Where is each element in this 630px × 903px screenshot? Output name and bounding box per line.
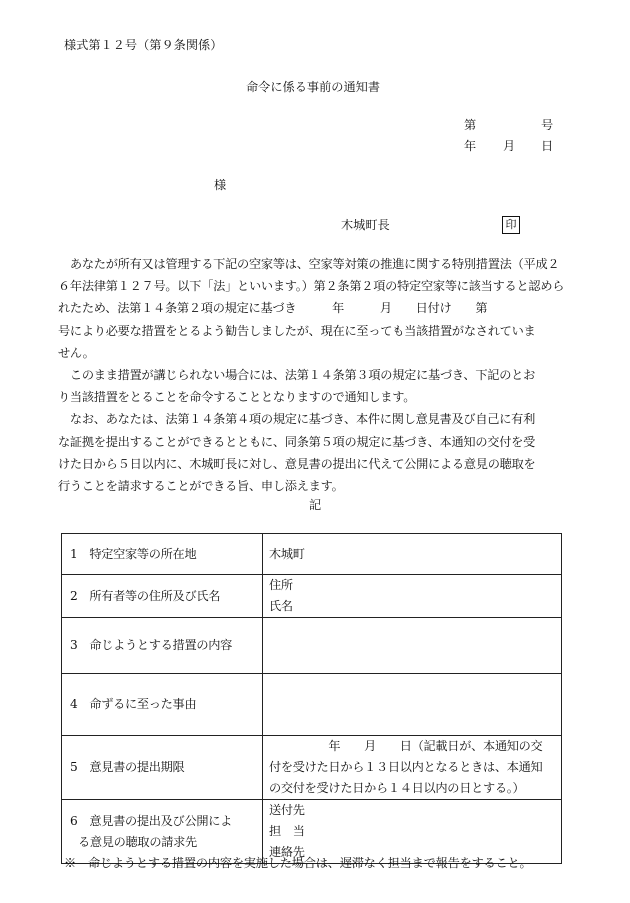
table-row [62, 618, 562, 674]
table-row [62, 800, 562, 864]
body-line: 行うことを請求することができる旨、申し添えます。 [58, 478, 344, 493]
date-year: 年 [464, 139, 477, 153]
body-line: な証拠を提出することができるとともに、同条第５項の規定に基づき、本通知の交付を受 [58, 434, 536, 449]
row-value: 年 月 日（記載日が、本通知の交 付を受けた日から１３日以内となるときは、本通知 の交付を受けた日から１４日以内の日とする。） [263, 736, 562, 800]
body-line: ６年法律第１２７号。以下「法」といいます。）第２条第２項の特定空家等に該当すると認めら [58, 279, 565, 294]
row-label: 5 意見書の提出期限 [62, 736, 263, 800]
row-label: 4 命ずるに至った事由 [62, 674, 263, 736]
page-title: 命令に係る事前の通知書 [246, 80, 381, 94]
body-line: あなたが所有又は管理する下記の空家等は、空家等対策の推進に関する特別措置法（平成２ [58, 257, 560, 271]
addressee-suffix: 様 [214, 178, 227, 192]
body-line: けた日から５日以内に、木城町長に対し、意見書の提出に代えて公開による意見の聴取を [58, 456, 536, 471]
ki-heading: 記 [309, 498, 322, 512]
body-line: なお、あなたは、法第１４条第４項の規定に基づき、本件に関し意見書及び自己に有利 [58, 412, 536, 427]
body-line: り当該措置をとることを命令することとなりますので通知します。 [58, 390, 416, 405]
row-value: 木城町 [263, 534, 562, 575]
row-label: 6 意見書の提出及び公開によ る意見の聴取の請求先 [62, 800, 263, 864]
form-label: 様式第１２号（第９条関係） [64, 38, 223, 52]
date-month: 月 [503, 139, 516, 153]
row-value [263, 618, 562, 674]
date-day: 日 [541, 139, 554, 153]
table-row [62, 534, 562, 575]
issuer-name: 木城町長 [341, 218, 390, 232]
row-label: 1 特定空家等の所在地 [62, 534, 263, 575]
row-value: 送付先 担 当 連絡先 [263, 800, 562, 864]
body-line: れたため、法第１４条第２項の規定に基づき 年 月 日付け 第 [58, 301, 488, 316]
row-value [263, 674, 562, 736]
table-row [62, 575, 562, 618]
row-value: 住所 氏名 [263, 575, 562, 618]
body-line: せん。 [58, 345, 95, 360]
footnote: ※ 命じようとする措置の内容を実施した場合は、遅滞なく担当まで報告をすること。 [64, 856, 532, 870]
seal-stamp: 印 [502, 216, 520, 234]
body-line: このまま措置が講じられない場合には、法第１４条第３項の規定に基づき、下記のとお [58, 367, 536, 382]
row-label: 3 命じようとする措置の内容 [62, 618, 263, 674]
doc-number-dai: 第 [464, 118, 477, 132]
table-row [62, 674, 562, 736]
row-label: 2 所有者等の住所及び氏名 [62, 575, 263, 618]
details-table [61, 533, 562, 864]
notice-body [58, 253, 574, 497]
table-row [62, 736, 562, 800]
doc-number-go: 号 [541, 118, 554, 132]
body-line: 号により必要な措置をとるよう勧告しましたが、現在に至っても当該措置がなされていま [58, 323, 536, 338]
